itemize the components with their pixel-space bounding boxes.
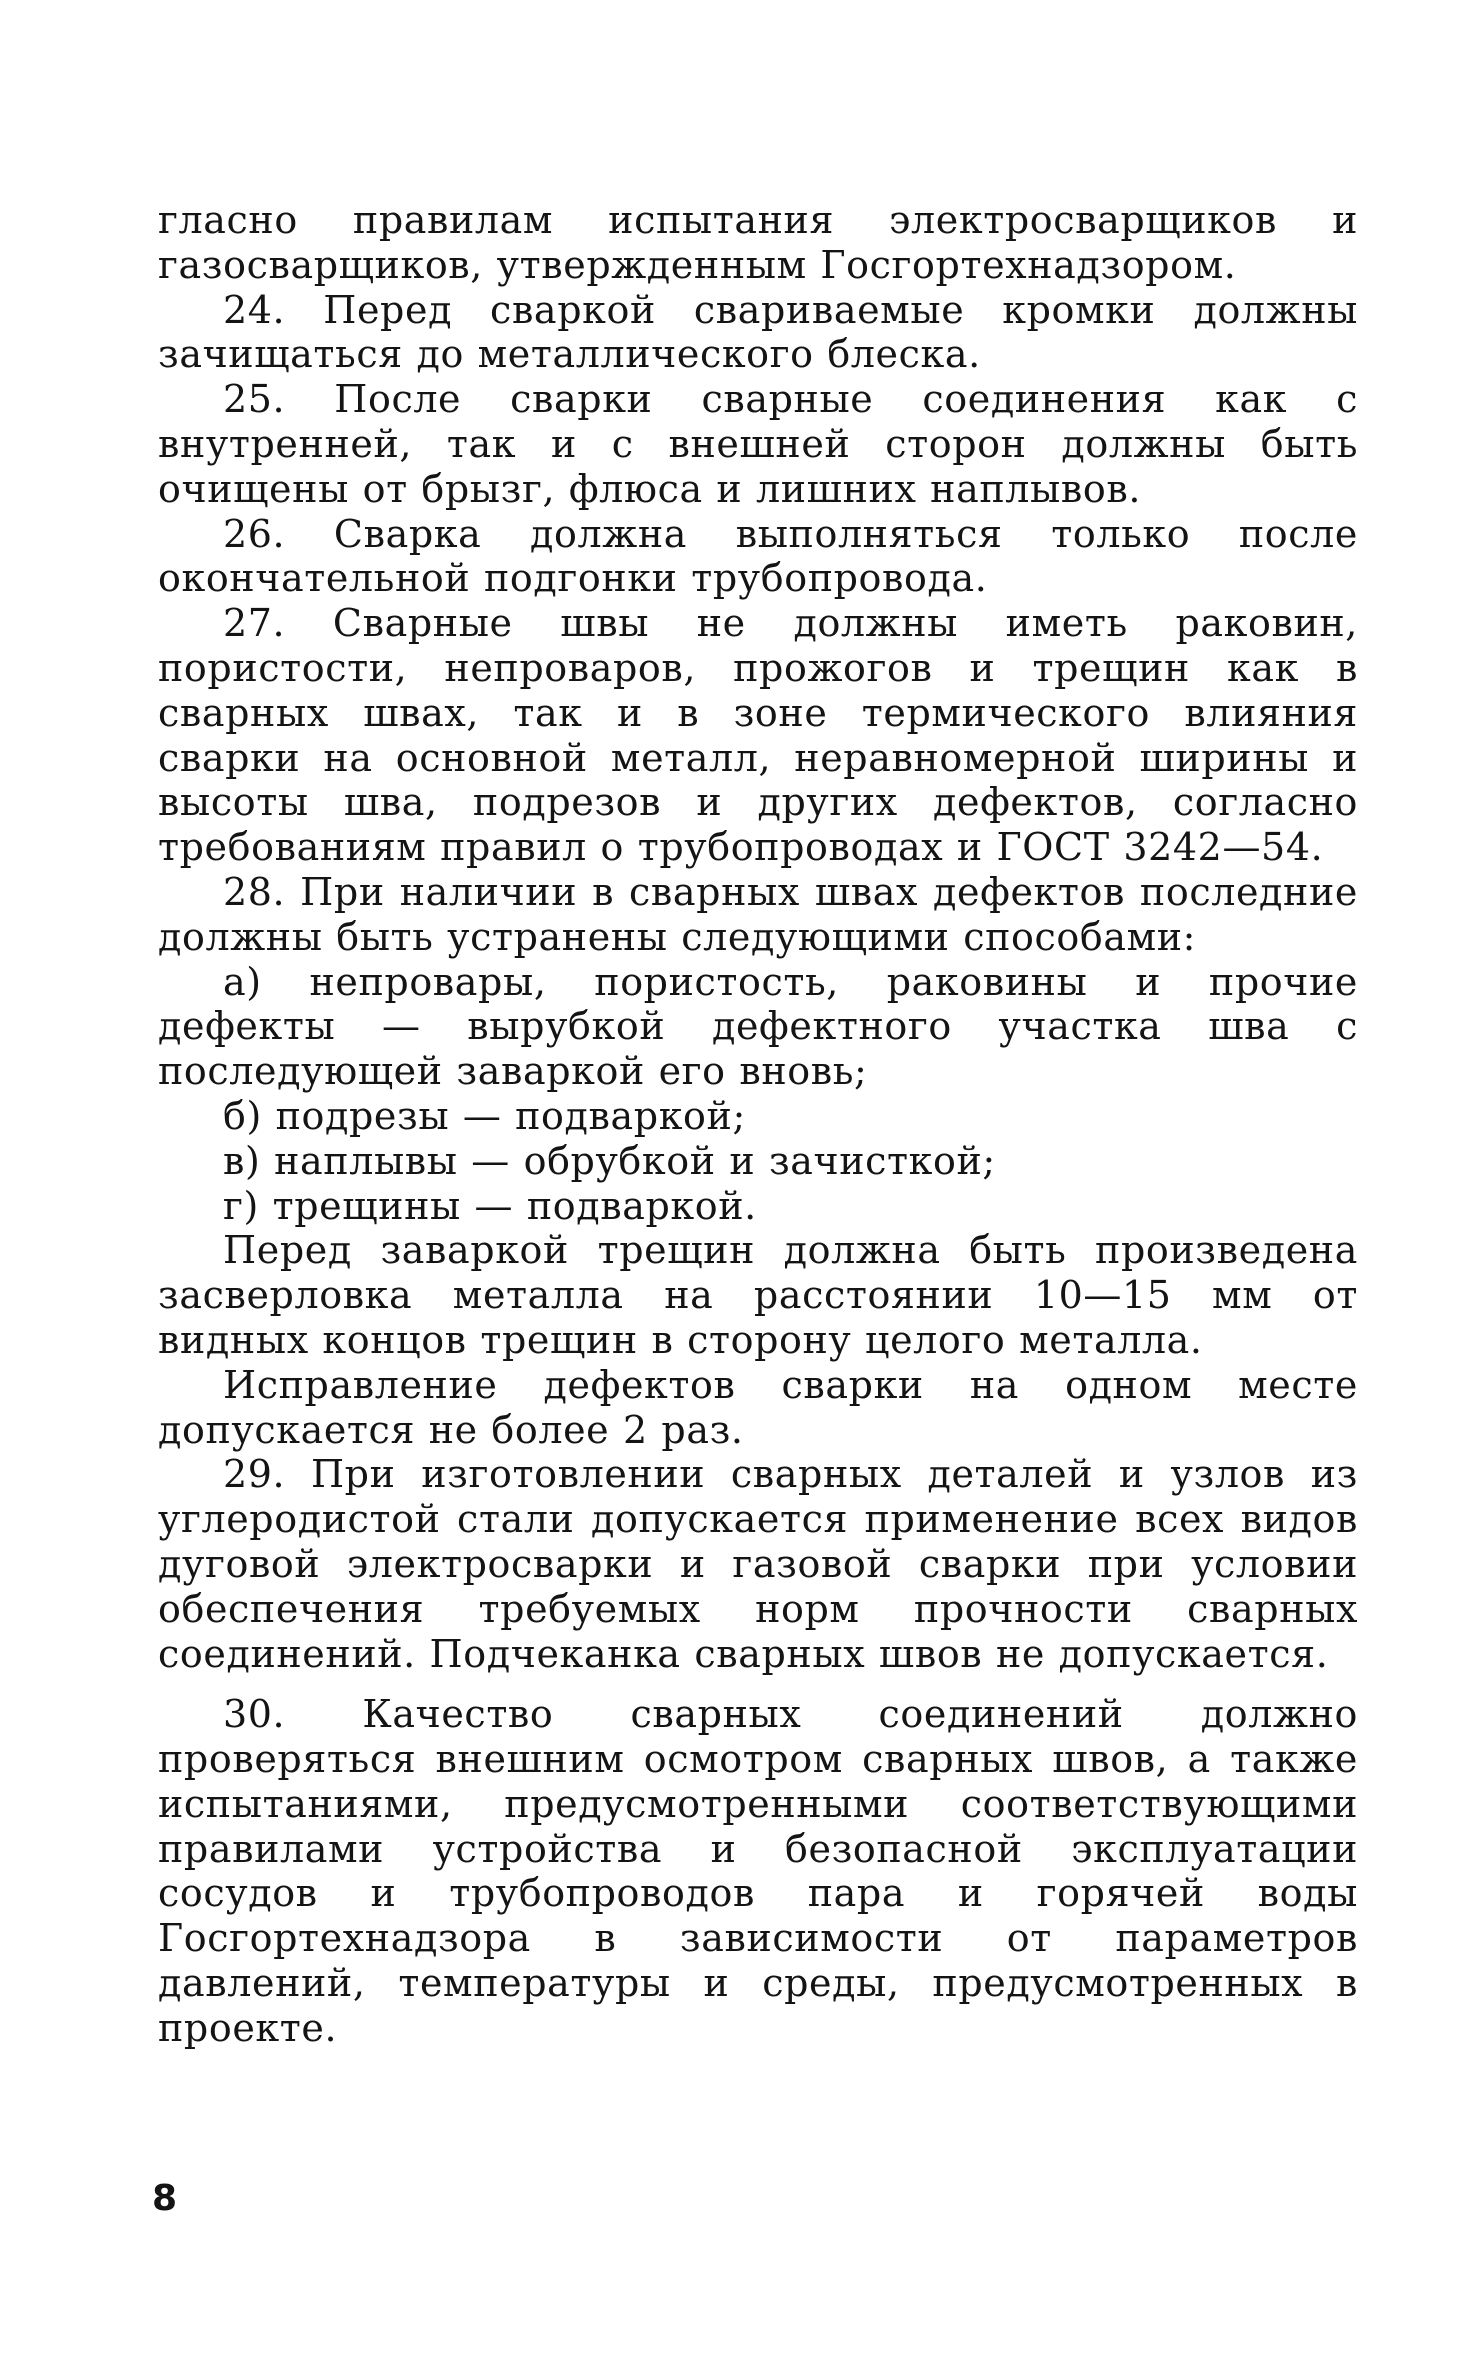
- list-item-28d: г) трещины — подваркой.: [223, 1183, 757, 1228]
- paragraph-continuation: гласно правилам испытания электросварщиков и газосварщиков, утвержденным Госгортехнадзором.: [158, 198, 1358, 287]
- page-number: 8: [152, 2178, 178, 2219]
- paragraph-27: 27. Сварные швы не должны иметь раковин, пористости, непроваров, прожогов и трещин как в сварных швах, так и в зоне термического влияния сварки на основной металл, неравномерной ширины и высоты шва, подрезов и других дефектов, согласно требованиям правил о трубопроводах и ГОСТ 3242—54.: [158, 601, 1358, 870]
- paragraph-29: 29. При изготовлении сварных деталей и узлов из углеродистой стали допускается применение всех видов дуговой электросварки и газовой сварки при условии обеспечения требуемых норм прочности сварных соединений. Подчеканка сварных швов не допускается.: [158, 1452, 1358, 1676]
- list-item-28a: а) непровары, пористость, раковины и прочие дефекты — вырубкой дефектного участка шва с последующей заваркой его вновь;: [158, 959, 1358, 1094]
- body-text: [158, 198, 1358, 2051]
- paragraph-24: 24. Перед сваркой свариваемые кромки должны зачищаться до металлического блеска.: [158, 287, 1358, 377]
- paragraph-28: 28. При наличии в сварных швах дефектов последние должны быть устранены следующими способами:: [158, 869, 1358, 959]
- list-item-28c: в) наплывы — обрубкой и зачисткой;: [223, 1138, 996, 1183]
- paragraph-28-note-2: Исправление дефектов сварки на одном месте допускается не более 2 раз.: [158, 1362, 1358, 1452]
- paragraph-30: 30. Качество сварных соединений должно проверяться внешним осмотром сварных швов, а также испытаниями, предусмотренными соответствующими правилами устройства и безопасной эксплуатации сосудов и трубопроводов пара и горячей воды Госгортехнадзора в зависимости от параметров давлений, температуры и среды, предусмотренных в проекте.: [158, 1692, 1358, 2050]
- paragraph-25: 25. После сварки сварные соединения как с внутренней, так и с внешней сторон должны быть очищены от брызг, флюса и лишних наплывов.: [158, 377, 1358, 511]
- list-item-28b: б) подрезы — подваркой;: [223, 1093, 746, 1138]
- paragraph-26: 26. Сварка должна выполняться только после окончательной подгонки трубопровода.: [158, 511, 1358, 601]
- paragraph-28-note-1: Перед заваркой трещин должна быть произведена засверловка металла на расстоянии 10—15 мм от видных концов трещин в сторону целого металла.: [158, 1228, 1358, 1362]
